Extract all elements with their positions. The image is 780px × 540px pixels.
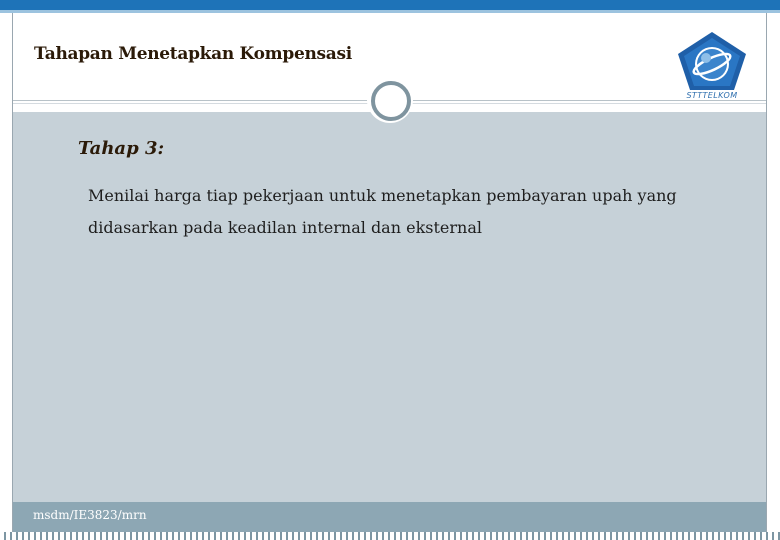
slide-title: Tahapan Menetapkan Kompensasi: [34, 44, 352, 64]
logo-caption: STTTELKOM: [686, 91, 738, 100]
bottom-stripe-pattern: [0, 532, 780, 540]
footer-label: msdm/IE3823/mrn: [33, 508, 147, 522]
section-heading: Tahap 3:: [78, 138, 165, 159]
body-paragraph: Menilai harga tiap pekerjaan untuk menetapkan pembayaran upah yang didasarkan pada keadilan internal dan eksternal: [88, 186, 677, 237]
content-panel: [13, 112, 766, 502]
ring-icon: [371, 81, 411, 121]
globe-pentagon-logo-icon: [672, 30, 752, 94]
right-border: [766, 13, 767, 540]
top-accent-bar-light: [0, 10, 780, 13]
top-accent-bar: [0, 0, 780, 10]
